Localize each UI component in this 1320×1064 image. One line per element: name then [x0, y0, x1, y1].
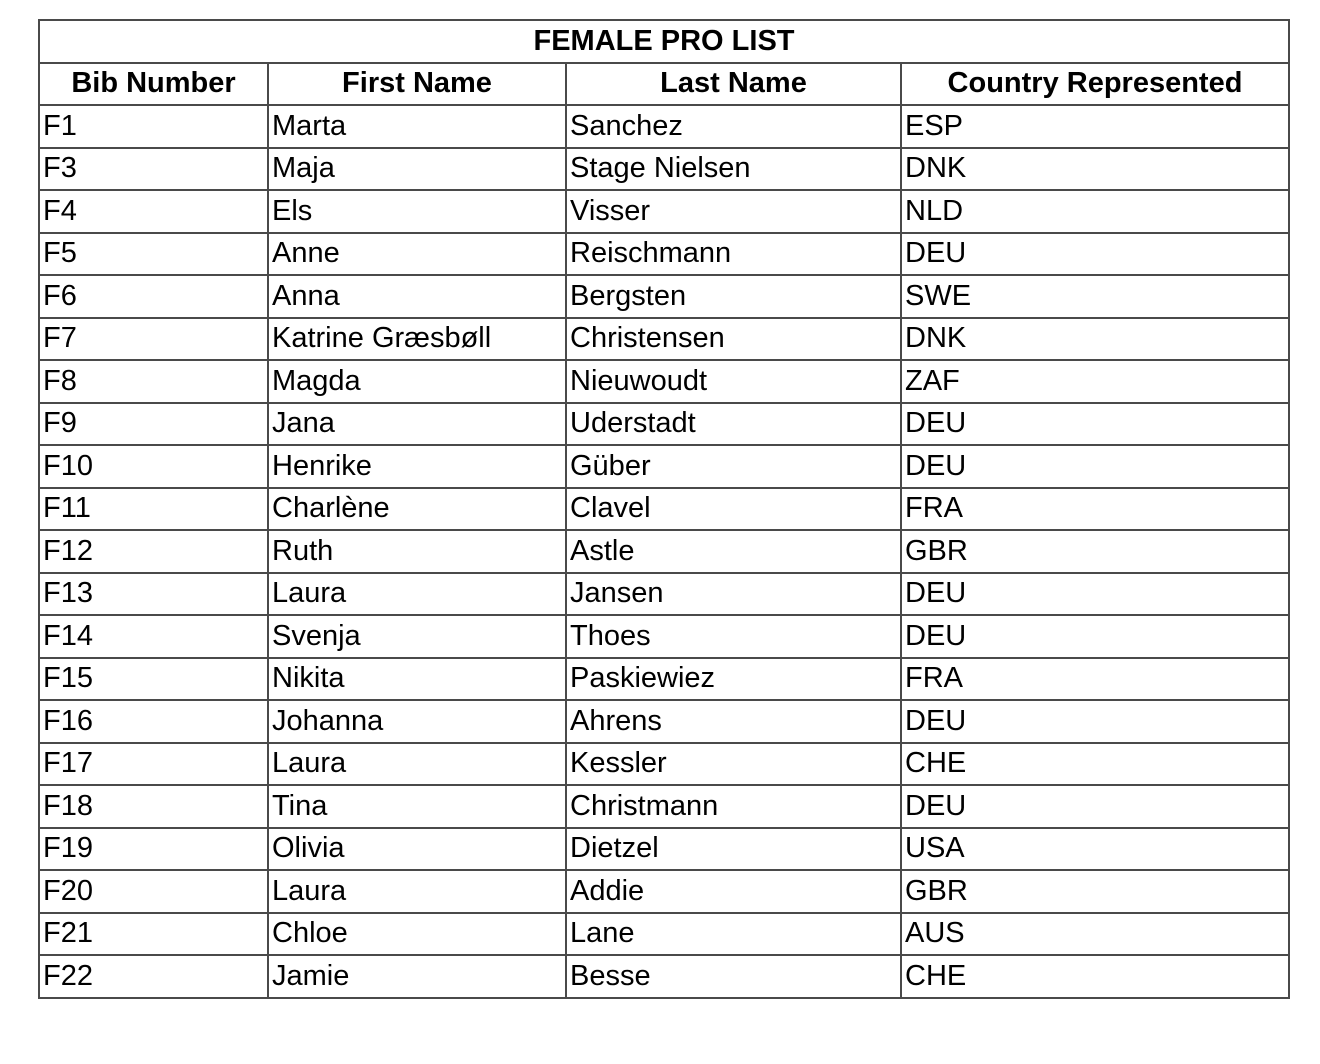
- bib-number-cell: F8: [39, 360, 268, 403]
- last-name-cell: Dietzel: [566, 828, 901, 871]
- country-cell: DEU: [901, 785, 1289, 828]
- last-name-cell: Christensen: [566, 318, 901, 361]
- bib-number-cell: F3: [39, 148, 268, 191]
- country-cell: CHE: [901, 955, 1289, 998]
- last-name-cell: Thoes: [566, 615, 901, 658]
- bib-number-cell: F13: [39, 573, 268, 616]
- table-row: [39, 148, 1289, 191]
- first-name-cell: Charlène: [268, 488, 566, 531]
- table-row: [39, 445, 1289, 488]
- last-name-cell: Christmann: [566, 785, 901, 828]
- last-name-cell: Visser: [566, 190, 901, 233]
- last-name-cell: Güber: [566, 445, 901, 488]
- table-row: [39, 785, 1289, 828]
- last-name-cell: Clavel: [566, 488, 901, 531]
- first-name-cell: Laura: [268, 870, 566, 913]
- table-row: [39, 955, 1289, 998]
- bib-number-cell: F6: [39, 275, 268, 318]
- column-header-last-name: Last Name: [566, 63, 901, 106]
- last-name-cell: Nieuwoudt: [566, 360, 901, 403]
- bib-number-cell: F5: [39, 233, 268, 276]
- column-header-country: Country Represented: [901, 63, 1289, 106]
- first-name-cell: Chloe: [268, 913, 566, 956]
- country-cell: GBR: [901, 870, 1289, 913]
- table-row: [39, 360, 1289, 403]
- bib-number-cell: F22: [39, 955, 268, 998]
- bib-number-cell: F4: [39, 190, 268, 233]
- first-name-cell: Marta: [268, 105, 566, 148]
- bib-number-cell: F12: [39, 530, 268, 573]
- bib-number-cell: F20: [39, 870, 268, 913]
- first-name-cell: Anna: [268, 275, 566, 318]
- first-name-cell: Svenja: [268, 615, 566, 658]
- last-name-cell: Addie: [566, 870, 901, 913]
- table-row: [39, 233, 1289, 276]
- first-name-cell: Laura: [268, 573, 566, 616]
- last-name-cell: Sanchez: [566, 105, 901, 148]
- country-cell: DNK: [901, 318, 1289, 361]
- first-name-cell: Maja: [268, 148, 566, 191]
- bib-number-cell: F15: [39, 658, 268, 701]
- table-row: [39, 190, 1289, 233]
- column-header-bib-number: Bib Number: [39, 63, 268, 106]
- last-name-cell: Uderstadt: [566, 403, 901, 446]
- first-name-cell: Anne: [268, 233, 566, 276]
- table-row: [39, 275, 1289, 318]
- country-cell: FRA: [901, 658, 1289, 701]
- country-cell: CHE: [901, 743, 1289, 786]
- bib-number-cell: F18: [39, 785, 268, 828]
- last-name-cell: Stage Nielsen: [566, 148, 901, 191]
- country-cell: AUS: [901, 913, 1289, 956]
- last-name-cell: Paskiewiez: [566, 658, 901, 701]
- table-row: [39, 828, 1289, 871]
- first-name-cell: Jamie: [268, 955, 566, 998]
- country-cell: GBR: [901, 530, 1289, 573]
- table-body: [39, 105, 1289, 998]
- last-name-cell: Astle: [566, 530, 901, 573]
- table-row: [39, 488, 1289, 531]
- bib-number-cell: F9: [39, 403, 268, 446]
- first-name-cell: Olivia: [268, 828, 566, 871]
- first-name-cell: Katrine Græsbøll: [268, 318, 566, 361]
- last-name-cell: Reischmann: [566, 233, 901, 276]
- bib-number-cell: F21: [39, 913, 268, 956]
- country-cell: DEU: [901, 573, 1289, 616]
- first-name-cell: Tina: [268, 785, 566, 828]
- last-name-cell: Kessler: [566, 743, 901, 786]
- bib-number-cell: F7: [39, 318, 268, 361]
- first-name-cell: Laura: [268, 743, 566, 786]
- bib-number-cell: F10: [39, 445, 268, 488]
- last-name-cell: Besse: [566, 955, 901, 998]
- table-row: [39, 318, 1289, 361]
- column-header-first-name: First Name: [268, 63, 566, 106]
- table-title: FEMALE PRO LIST: [39, 20, 1289, 63]
- country-cell: DEU: [901, 445, 1289, 488]
- first-name-cell: Ruth: [268, 530, 566, 573]
- first-name-cell: Johanna: [268, 700, 566, 743]
- table-row: [39, 700, 1289, 743]
- title-row: [39, 20, 1289, 63]
- country-cell: DNK: [901, 148, 1289, 191]
- country-cell: FRA: [901, 488, 1289, 531]
- last-name-cell: Lane: [566, 913, 901, 956]
- last-name-cell: Jansen: [566, 573, 901, 616]
- country-cell: DEU: [901, 700, 1289, 743]
- column-header-row: [39, 63, 1289, 106]
- country-cell: DEU: [901, 615, 1289, 658]
- bib-number-cell: F1: [39, 105, 268, 148]
- first-name-cell: Magda: [268, 360, 566, 403]
- table-row: [39, 573, 1289, 616]
- first-name-cell: Els: [268, 190, 566, 233]
- first-name-cell: Jana: [268, 403, 566, 446]
- table-header: [39, 20, 1289, 105]
- last-name-cell: Bergsten: [566, 275, 901, 318]
- bib-number-cell: F16: [39, 700, 268, 743]
- country-cell: SWE: [901, 275, 1289, 318]
- bib-number-cell: F19: [39, 828, 268, 871]
- country-cell: DEU: [901, 403, 1289, 446]
- female-pro-list-table: [38, 19, 1290, 999]
- table-row: [39, 403, 1289, 446]
- first-name-cell: Henrike: [268, 445, 566, 488]
- bib-number-cell: F17: [39, 743, 268, 786]
- table-row: [39, 658, 1289, 701]
- country-cell: USA: [901, 828, 1289, 871]
- country-cell: ZAF: [901, 360, 1289, 403]
- table-row: [39, 743, 1289, 786]
- last-name-cell: Ahrens: [566, 700, 901, 743]
- table-row: [39, 913, 1289, 956]
- country-cell: ESP: [901, 105, 1289, 148]
- table-row: [39, 615, 1289, 658]
- bib-number-cell: F14: [39, 615, 268, 658]
- first-name-cell: Nikita: [268, 658, 566, 701]
- country-cell: NLD: [901, 190, 1289, 233]
- table-row: [39, 870, 1289, 913]
- country-cell: DEU: [901, 233, 1289, 276]
- table-row: [39, 530, 1289, 573]
- table-row: [39, 105, 1289, 148]
- bib-number-cell: F11: [39, 488, 268, 531]
